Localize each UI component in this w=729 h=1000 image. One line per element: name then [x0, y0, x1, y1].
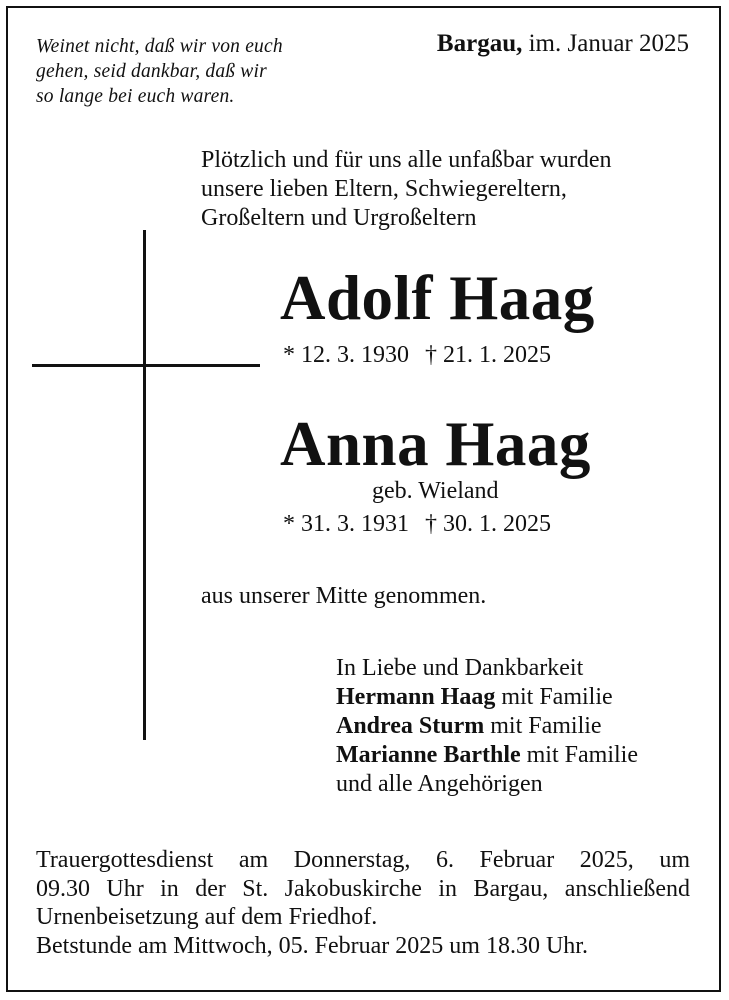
intro-line: unsere lieben Eltern, Schwiegereltern, — [201, 176, 567, 202]
deceased-dates-2 — [283, 511, 551, 538]
service-line: Urnenbeisetzung auf dem Friedhof. — [36, 904, 378, 930]
service-line: 09.30 Uhr in der St. Jakobuskirche in Bargau, anschließend — [36, 875, 690, 902]
place-date — [437, 30, 689, 58]
service-line: Trauergottesdienst am Donnerstag, 6. Februar 2025, um — [36, 847, 690, 873]
birth-date: * 12. 3. 1930 — [283, 342, 409, 368]
mourners-block — [336, 654, 638, 799]
date: im. Januar 2025 — [528, 30, 689, 57]
intro-line: Großeltern und Urgroßeltern — [201, 205, 477, 231]
mourner-name: Marianne Barthle — [336, 742, 521, 768]
verse-line: so lange bei euch waren. — [36, 86, 235, 107]
deceased-name-1: Adolf Haag — [280, 263, 595, 333]
mourner-name: Hermann Haag — [336, 684, 496, 710]
intro-text — [201, 146, 612, 233]
mourner-suffix: mit Familie — [526, 742, 638, 768]
taken-text: aus unserer Mitte genommen. — [201, 583, 487, 609]
mourner-name: Andrea Sturm — [336, 713, 485, 739]
cross-icon-horizontal — [32, 364, 260, 367]
mourners-intro: In Liebe und Dankbarkeit — [336, 655, 584, 681]
maiden-name: geb. Wieland — [372, 478, 499, 504]
mourner-suffix: mit Familie — [490, 713, 602, 739]
death-date: † 30. 1. 2025 — [425, 511, 551, 537]
mourners-closing: und alle Angehörigen — [336, 771, 543, 797]
service-info — [36, 846, 690, 960]
verse-line: Weinet nicht, daß wir von euch — [36, 36, 283, 57]
mourner-suffix: mit Familie — [501, 684, 613, 710]
deceased-dates-1 — [283, 342, 551, 369]
mourner-row — [336, 683, 638, 712]
death-date: † 21. 1. 2025 — [425, 342, 551, 368]
service-line: Betstunde am Mittwoch, 05. Februar 2025 um 18.30 Uhr. — [36, 932, 588, 959]
verse-line: gehen, seid dankbar, daß wir — [36, 61, 267, 82]
cross-icon-vertical — [143, 230, 146, 740]
mourner-row — [336, 712, 638, 741]
mourner-row — [336, 741, 638, 770]
place: Bargau, — [436, 30, 523, 57]
birth-date: * 31. 3. 1931 — [283, 511, 409, 537]
deceased-name-2: Anna Haag — [280, 409, 591, 479]
memorial-verse — [36, 34, 376, 109]
intro-line: Plötzlich und für uns alle unfaßbar wurden — [201, 147, 612, 173]
